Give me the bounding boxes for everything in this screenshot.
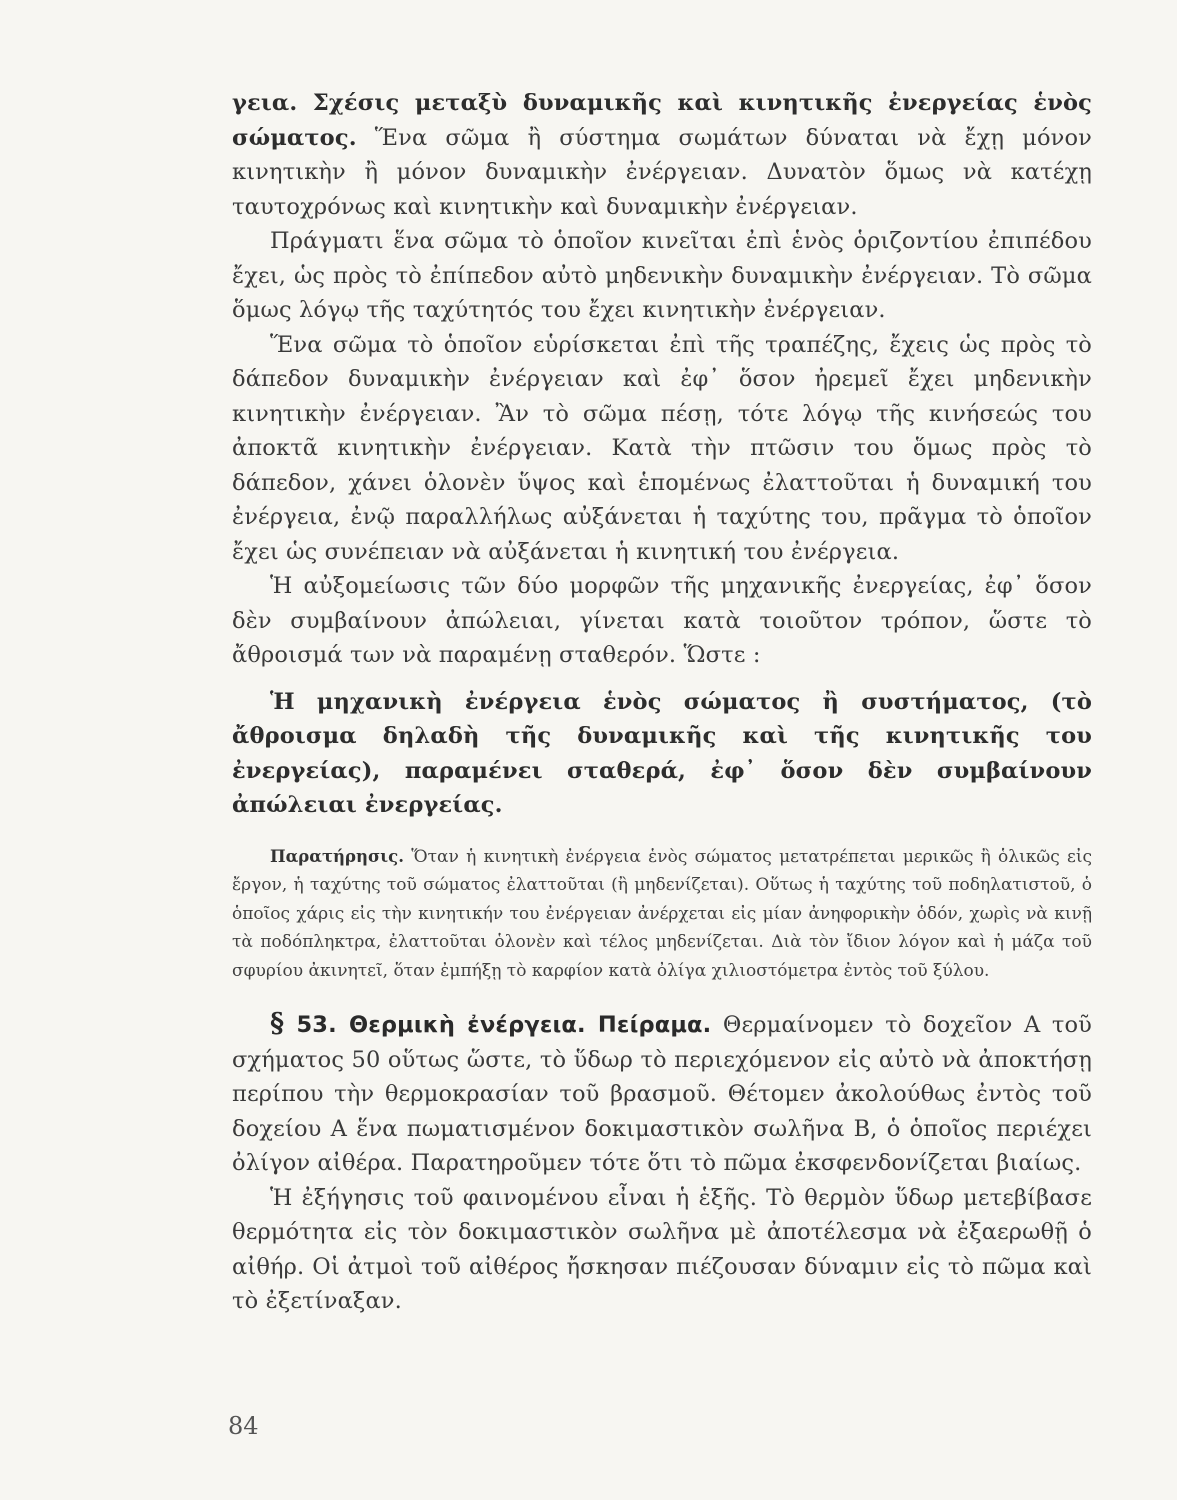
paragraph-intro xyxy=(232,86,1092,224)
page-number: 84 xyxy=(228,1412,259,1440)
section-heading xyxy=(270,1008,712,1039)
section-symbol: § xyxy=(270,1008,285,1039)
paragraph-falling-body: Ἕνα σῶμα τὸ ὁποῖον εὑρίσκεται ἐπὶ τῆς τραπέζης, ἔχεις ὡς πρὸς τὸ δάπεδον δυναμικὴν ἐνέργειαν καὶ ἐφ᾿ ὅσον ἠρεμεῖ ἔχει μηδενικὴν κινητικὴν ἐνέργειαν. Ἂν τὸ σῶμα πέσῃ, τότε λόγῳ τῆς κινήσεώς του ἀποκτᾶ κινητικὴν ἐνέργειαν. Κατὰ τὴν πτῶσιν του ὅμως πρὸς τὸ δάπεδον, χάνει ὁλονὲν ὕψος καὶ ἑπομένως ἐλαττοῦται ἡ δυναμική του ἐνέργεια, ἐνῷ παραλλήλως αὐξάνεται ἡ ταχύτης του, πρᾶγμα τὸ ὁποῖον ἔχει ὡς συνέπειαν νὰ αὐξάνεται ἡ κινητική του ἐνέργεια. xyxy=(232,331,1092,565)
paragraph-horizontal-motion: Πράγματι ἕνα σῶμα τὸ ὁποῖον κινεῖται ἐπὶ ἑνὸς ὁριζοντίου ἐπιπέδου ἔχει, ὡς πρὸς τὸ ἐπίπεδον αὐτὸ μηδενικὴν δυναμικὴν ἐνέργειαν. Τὸ σῶμα ὅμως λόγῳ τῆς ταχύτητός του ἔχει κινητικὴν ἐνέργειαν. xyxy=(232,228,1092,323)
paragraph-intro-text: Ἕνα σῶμα ἢ σύστημα σωμάτων δύναται νὰ ἔχῃ μόνον κινητικὴν ἢ μόνον δυναμικὴν ἐνέργειαν. Δυνατὸν ὅμως νὰ κατέχῃ ταυτοχρόνως καὶ κινητικὴν καὶ δυναμικὴν ἐνέργειαν. xyxy=(232,124,1092,220)
page-body xyxy=(232,86,1092,1319)
remark-text: Ὅταν ἡ κινητικὴ ἐνέργεια ἑνὸς σώματος μετατρέπεται μερικῶς ἢ ὁλικῶς εἰς ἔργον, ἡ ταχύτης τοῦ σώματος ἐλαττοῦται (ἢ μηδενίζεται). Οὕτως ἡ ταχύτης τοῦ ποδηλατιστοῦ, ὁ ὁποῖος χάρις εἰς τὴν κινητικήν του ἐνέργειαν ἀνέρχεται εἰς μίαν ἀνηφορικὴν ὁδόν, χωρὶς νὰ κινῇ τὰ ποδόπληκτρα, ἐλαττοῦται ὁλονὲν καὶ τέλος μηδενίζεται. Διὰ τὸν ἴδιον λόγον καὶ ἡ μάζα τοῦ σφυρίου ἀκινητεῖ, ὅταν ἐμπήξῃ τὸ καρφίον κατὰ ὀλίγα χιλιοστόμετρα ἐντὸς τοῦ ξύλου. xyxy=(232,846,1093,981)
paragraph-explanation: Ἡ ἐξήγησις τοῦ φαινομένου εἶναι ἡ ἑξῆς. Τὸ θερμὸν ὕδωρ μετεβίβασε θερμότητα εἰς τὸν δοκιμαστικὸν σωλῆνα μὲ ἀποτέλεσμα νὰ ἐξαερωθῇ ὁ αἰθήρ. Οἱ ἀτμοὶ τοῦ αἰθέρος ἤσκησαν πιέζουσαν δύναμιν εἰς τὸ πῶμα καὶ τὸ ἐξετίναξαν. xyxy=(232,1184,1092,1314)
section-title: 53. Θερμικὴ ἐνέργεια. Πείραμα. xyxy=(296,1012,712,1038)
remark-note xyxy=(232,843,1092,986)
section-text: Θερμαίνομεν τὸ δοχεῖον Α τοῦ σχήματος 50 οὕτως ὥστε, τὸ ὕδωρ τὸ περιεχόμενον εἰς αὐτὸ νὰ ἀποκτήσῃ περίπου τὴν θερμοκρασίαν τοῦ βρασμοῦ. Θέτομεν ἀκολούθως ἐντὸς τοῦ δοχείου Α ἕνα πωματισμένον δοκιμαστικὸν σωλῆνα Β, ὁ ὁποῖος περιέχει ὀλίγον αἰθέρα. Παρατηροῦμεν τότε ὅτι τὸ πῶμα ἐκσφενδονίζεται βιαίως. xyxy=(232,1012,1092,1176)
paragraph-conservation: Ἡ αὐξομείωσις τῶν δύο μορφῶν τῆς μηχανικῆς ἐνεργείας, ἐφ᾿ ὅσον δὲν συμβαίνουν ἀπώλειαι, γίνεται κατὰ τοιοῦτον τρόπον, ὥστε τὸ ἄθροισμά των νὰ παραμένῃ σταθερόν. Ὥστε : xyxy=(232,573,1092,668)
remark-label: Παρατήρησις. xyxy=(270,846,404,866)
section-53 xyxy=(232,1007,1092,1181)
conservation-law-statement: Ἡ μηχανικὴ ἐνέργεια ἑνὸς σώματος ἢ συστήματος, (τὸ ἄθροισμα δηλαδὴ τῆς δυναμικῆς καὶ τῆς κινητικῆς του ἐνεργείας), παραμένει σταθερά, ἐφ᾿ ὅσον δὲν συμβαίνουν ἀπώλειαι ἐνεργείας. xyxy=(232,688,1092,818)
subsection-heading: γεια. Σχέσις μεταξὺ δυναμικῆς καὶ κινητικῆς ἐνεργείας ἑνὸς σώματος. xyxy=(232,90,1092,151)
